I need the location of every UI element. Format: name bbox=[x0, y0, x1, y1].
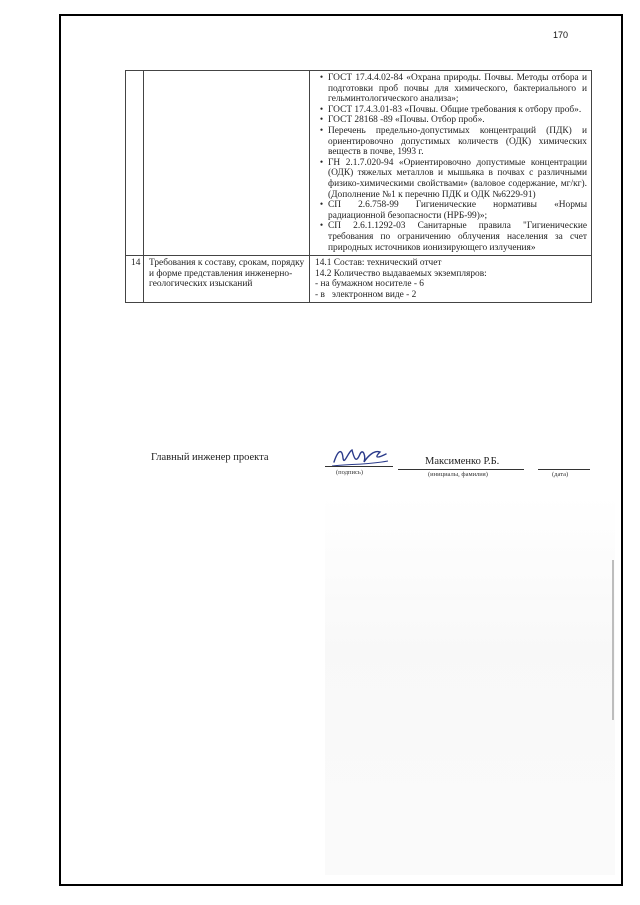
scan-shading bbox=[325, 495, 615, 875]
requirement-text: Требования к составу, срокам, порядку и форме представления инженерно-геологических изысканий bbox=[144, 256, 310, 303]
content-cell bbox=[310, 256, 592, 303]
content-line: 14.1 Состав: технический отчет bbox=[315, 258, 442, 269]
table-row-continuation bbox=[126, 71, 592, 256]
bullet-mark: • bbox=[319, 157, 324, 168]
date-line bbox=[538, 469, 590, 470]
page-number: 170 bbox=[553, 30, 569, 40]
name-caption: (инициалы, фамилия) bbox=[428, 471, 488, 478]
signature-line bbox=[325, 466, 393, 467]
scan-edge-mark bbox=[612, 560, 614, 720]
list-item bbox=[315, 126, 587, 158]
list-item bbox=[315, 200, 587, 221]
signatory-name: Максименко Р.Б. bbox=[425, 456, 500, 467]
requirement-cell bbox=[144, 71, 310, 256]
bullet-mark: • bbox=[319, 200, 324, 211]
content-line: - в электронном виде - 2 bbox=[315, 289, 417, 300]
signature-caption: (подпись) bbox=[336, 469, 363, 476]
bullet-mark: • bbox=[319, 221, 324, 232]
list-item-text: ГОСТ 28168 -89 «Почвы. Отбор проб». bbox=[328, 115, 485, 126]
list-item-text: ГН 2.1.7.020-94 «Ориентировочно допустимые концентрации (ОДК) тяжелых металлов и мышьяка в почвах с различными физико-химическими свойствами» (валовое содержание, мг/кг). (Дополнение №1 к перечню ПДК и ОДК №6229-91) bbox=[328, 157, 587, 200]
list-item bbox=[315, 158, 587, 200]
list-item-text: СП 2.6.1.1292-03 Санитарные правила "Гигиенические требования по ограничению облучения населения за счет природных источников ионизирующего излучения» bbox=[328, 221, 587, 253]
bullet-mark: • bbox=[319, 73, 324, 83]
handwritten-signature bbox=[330, 442, 390, 472]
bullet-mark: • bbox=[319, 104, 324, 115]
table-row-14 bbox=[126, 256, 592, 303]
content-cell bbox=[310, 71, 592, 256]
row-number: 14 bbox=[126, 256, 144, 303]
content-line: 14.2 Количество выдаваемых экземпляров: bbox=[315, 268, 487, 279]
bullet-mark: • bbox=[319, 125, 324, 136]
list-item bbox=[315, 115, 587, 126]
list-item bbox=[315, 73, 587, 105]
signatory-role: Главный инженер проекта bbox=[151, 452, 269, 463]
list-item-text: ГОСТ 17.4.3.01-83 «Почвы. Общие требования к отбору проб». bbox=[328, 104, 582, 115]
list-item bbox=[315, 221, 587, 253]
list-item-text: Перечень предельно-допустимых концентраций (ПДК) и ориентировочно допустимых количеств (ОДК) химических веществ в почве, 1993 г. bbox=[328, 125, 587, 158]
date-caption: (дата) bbox=[552, 471, 569, 478]
list-item bbox=[315, 105, 587, 116]
list-item-text: СП 2.6.758-99 Гигиенические нормативы «Нормы радиационной безопасности (НРБ-99)»; bbox=[328, 200, 587, 221]
row-number-cell bbox=[126, 71, 144, 256]
content-line: - на бумажном носителе - 6 bbox=[315, 279, 424, 290]
list-item-text: ГОСТ 17.4.4.02-84 «Охрана природы. Почвы. Методы отбора и подготовки проб почвы для химического, бактериального и гельминтологического анализа»; bbox=[328, 73, 587, 105]
name-line bbox=[398, 469, 524, 470]
bullet-mark: • bbox=[319, 115, 324, 126]
requirements-table bbox=[125, 70, 592, 303]
